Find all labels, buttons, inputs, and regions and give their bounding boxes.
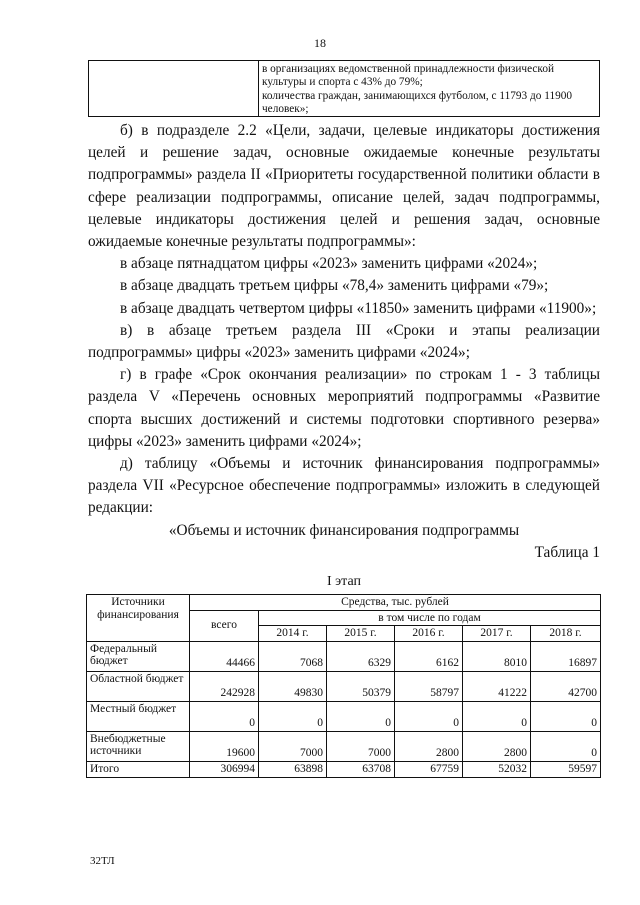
cell-value: 2800: [463, 731, 531, 761]
continued-table-fragment: [88, 60, 600, 117]
header-funds: Средства, тыс. рублей: [190, 595, 601, 611]
cell-value: 0: [531, 731, 601, 761]
row-label: Областной бюджет: [87, 671, 190, 701]
table-heading: «Объемы и источник финансирования подпрограммы: [168, 521, 520, 539]
paragraph: в абзаце пятнадцатом цифры «2023» заменить цифрами «2024»;: [120, 255, 538, 273]
cell-value: 7068: [259, 641, 327, 671]
table-row-total: [87, 761, 601, 777]
paragraph: в абзаце двадцать четвертом цифры «11850» заменить цифрами «11900»;: [120, 299, 597, 317]
page-number: 18: [314, 36, 326, 50]
cell-value: 50379: [327, 671, 395, 701]
row-label: Местный бюджет: [87, 701, 190, 731]
cell-value: 8010: [463, 641, 531, 671]
cell-value: 7000: [327, 731, 395, 761]
cell-value: 0: [531, 701, 601, 731]
paragraph: б) в подразделе 2.2 «Цели, задачи, целевые индикаторы достижения целей и решение задач, основные ожидаемые конечные результаты подпрограммы» раздела II «Приоритеты государственной политики области в сфере реализации подпрограммы, описание целей, задач подпрограммы, целевые индикаторы достижения целей и решения задач, основные ожидаемые конечные результаты подпрограммы»:: [88, 122, 600, 251]
header-total: всего: [190, 610, 259, 641]
row-label: Итого: [87, 761, 190, 777]
header-year: 2018 г.: [531, 626, 601, 642]
table-cell-empty: [89, 61, 259, 117]
indicator-text: количества граждан, занимающихся футболом, с 11793 до 11900 человек»;: [262, 90, 573, 115]
header-year: 2014 г.: [259, 626, 327, 642]
document-code: 32ТЛ: [90, 855, 115, 867]
header-including: в том числе по годам: [259, 610, 601, 626]
cell-value: 2800: [395, 731, 463, 761]
cell-total: 306994: [190, 761, 259, 777]
paragraph: г) в графе «Срок окончания реализации» по строкам 1 - 3 таблицы раздела V «Перечень основных мероприятий подпрограммы «Развитие спорта высших достижений и системы подготовки спортивного резерва» цифры «2023» заменить цифрами «2024»;: [88, 366, 600, 450]
header-sources: Источники финансирования: [87, 595, 190, 642]
row-label: Внебюджетные источники: [87, 731, 190, 761]
cell-value: 41222: [463, 671, 531, 701]
cell-value: 6329: [327, 641, 395, 671]
indicator-text: в организациях ведомственной принадлежности физической культуры и спорта с 43% до 79%;: [262, 63, 555, 88]
cell-value: 49830: [259, 671, 327, 701]
paragraph: д) таблицу «Объемы и источник финансирования подпрограммы» раздела VII «Ресурсное обеспечение подпрограммы» изложить в следующей редакции:: [88, 455, 600, 517]
table-cell-indicators: [259, 61, 600, 117]
table-row: [87, 671, 601, 701]
cell-value: 63898: [259, 761, 327, 777]
cell-value: 0: [463, 701, 531, 731]
cell-value: 42700: [531, 671, 601, 701]
document-body: [88, 120, 600, 564]
cell-value: 63708: [327, 761, 395, 777]
cell-value: 7000: [259, 731, 327, 761]
table-row: [87, 641, 601, 671]
cell-value: 59597: [531, 761, 601, 777]
cell-value: 6162: [395, 641, 463, 671]
header-year: 2016 г.: [395, 626, 463, 642]
cell-total: 19600: [190, 731, 259, 761]
cell-value: 16897: [531, 641, 601, 671]
header-year: 2015 г.: [327, 626, 395, 642]
paragraph: в) в абзаце третьем раздела III «Сроки и этапы реализации подпрограммы» цифры «2023» заменить цифрами «2024»;: [88, 321, 600, 362]
table-row: [87, 731, 601, 761]
cell-total: 0: [190, 701, 259, 731]
cell-value: 0: [395, 701, 463, 731]
cell-value: 52032: [463, 761, 531, 777]
paragraph: в абзаце двадцать третьем цифры «78,4» заменить цифрами «79»;: [120, 277, 549, 295]
header-year: 2017 г.: [463, 626, 531, 642]
cell-total: 44466: [190, 641, 259, 671]
cell-value: 0: [259, 701, 327, 731]
cell-value: 58797: [395, 671, 463, 701]
stage-title: I этап: [327, 574, 361, 589]
cell-value: 67759: [395, 761, 463, 777]
cell-value: 0: [327, 701, 395, 731]
cell-total: 242928: [190, 671, 259, 701]
table-label: Таблица 1: [534, 543, 600, 561]
financing-table: [86, 594, 601, 778]
row-label: Федеральный бюджет: [87, 641, 190, 671]
table-row: [87, 701, 601, 731]
